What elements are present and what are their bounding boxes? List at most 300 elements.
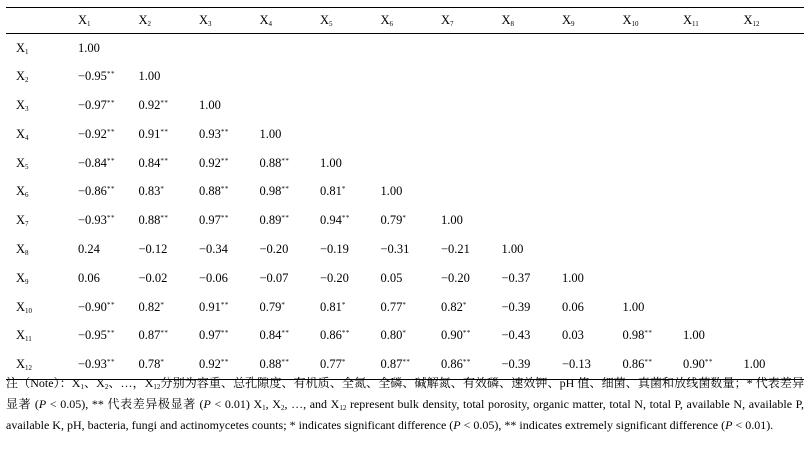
row-label-main: X <box>16 126 26 141</box>
table-cell <box>381 120 442 149</box>
note-text: …，X <box>120 376 154 390</box>
table-cell <box>381 321 442 350</box>
table-cell <box>381 235 442 264</box>
significance-mark: * <box>281 300 286 309</box>
table-cell <box>502 235 563 264</box>
cell-value: 0.79 <box>380 213 403 228</box>
table-cell <box>320 321 381 350</box>
significance-mark: ** <box>106 185 115 194</box>
significance-mark: * <box>341 357 346 366</box>
significance-mark: ** <box>220 185 229 194</box>
cell-value: −0.84 <box>78 155 107 170</box>
significance-mark: * <box>341 300 346 309</box>
row-label-subscript: 3 <box>25 104 29 113</box>
cell-value: 1.00 <box>683 328 705 343</box>
table-cell <box>623 91 684 120</box>
significance-mark: ** <box>281 329 290 338</box>
table-cell <box>260 120 321 149</box>
cell-value: −0.86 <box>78 184 107 199</box>
cell-value: 0.89 <box>259 213 282 228</box>
table-cell <box>683 293 744 322</box>
table-cell <box>320 62 381 91</box>
row-label-main: X <box>16 328 26 343</box>
significance-mark: ** <box>281 214 290 223</box>
table-cell <box>562 120 623 149</box>
table-cell <box>441 149 502 178</box>
row-label <box>6 149 78 178</box>
table-cell <box>320 177 381 206</box>
significance-mark: ** <box>281 185 290 194</box>
row-label-main: X <box>16 270 26 285</box>
table-cell <box>139 91 200 120</box>
note-text: 、 <box>108 376 121 390</box>
row-label-subscript: 2 <box>25 76 29 85</box>
cell-value: 1.00 <box>138 69 161 84</box>
table-cell <box>78 91 139 120</box>
table-cell <box>441 34 502 63</box>
cell-value: −0.90 <box>78 299 107 314</box>
cell-value: 0.98 <box>259 184 282 199</box>
table-cell <box>683 235 744 264</box>
column-header-subscript: 9 <box>571 20 575 28</box>
row-label-subscript: 8 <box>25 248 29 257</box>
row-label <box>6 321 78 350</box>
column-header <box>78 8 139 34</box>
table-cell <box>139 293 200 322</box>
table-cell <box>623 62 684 91</box>
table-cell <box>78 264 139 293</box>
table-cell <box>562 206 623 235</box>
column-header <box>502 8 563 34</box>
table-cell <box>381 206 442 235</box>
table-cell <box>260 321 321 350</box>
column-header-subscript: 12 <box>752 20 760 28</box>
row-label-main: X <box>16 40 26 55</box>
cell-value: 0.98 <box>622 328 645 343</box>
significance-mark: ** <box>402 357 411 366</box>
column-header-subscript: 4 <box>268 20 273 28</box>
note-text: < 0.05), ** 代表差异极显著 ( <box>49 397 204 411</box>
column-header-subscript: 8 <box>510 20 515 28</box>
significance-mark: ** <box>341 329 350 338</box>
row-label-subscript: 10 <box>25 306 33 315</box>
cell-value: −0.93 <box>78 356 107 371</box>
cell-value: 0.79 <box>259 299 282 314</box>
column-header-main: X <box>743 13 753 27</box>
row-label-main: X <box>16 69 26 84</box>
table-cell <box>441 264 502 293</box>
table-cell <box>562 177 623 206</box>
table-cell <box>260 91 321 120</box>
table-cell <box>381 34 442 63</box>
table-cell <box>623 177 684 206</box>
cell-value: −0.92 <box>78 126 107 141</box>
table-cell <box>260 62 321 91</box>
note-text: < 0.01). <box>732 418 774 432</box>
cell-value: 1.00 <box>320 155 342 170</box>
cell-value: 0.87 <box>138 328 161 343</box>
column-header <box>623 8 684 34</box>
table-cell <box>441 321 502 350</box>
significance-mark: * <box>341 185 346 194</box>
table-cell <box>744 34 805 63</box>
cell-value: 1.00 <box>259 126 282 141</box>
significance-mark: ** <box>281 156 290 165</box>
table-cell <box>744 235 805 264</box>
table-cell <box>683 149 744 178</box>
row-label-main: X <box>16 184 26 199</box>
table-row <box>6 149 804 178</box>
table-cell <box>623 206 684 235</box>
table-cell <box>381 149 442 178</box>
row-label-subscript: 12 <box>25 363 33 372</box>
table-cell <box>683 91 744 120</box>
table-cell <box>139 149 200 178</box>
note-subscript: 1 <box>80 383 84 391</box>
cell-value: 1.00 <box>622 299 645 314</box>
cell-value: −0.93 <box>78 213 107 228</box>
cell-value: 0.90 <box>441 328 463 343</box>
cell-value: −0.97 <box>78 97 107 112</box>
row-label <box>6 293 78 322</box>
cell-value: 0.86 <box>622 356 645 371</box>
note-p-symbol: P <box>38 397 47 411</box>
cell-value: 0.77 <box>320 356 342 371</box>
row-label-main: X <box>16 155 26 170</box>
table-cell <box>562 235 623 264</box>
column-header-subscript: 3 <box>208 20 212 28</box>
table-row <box>6 293 804 322</box>
column-header-subscript: 2 <box>147 20 152 28</box>
table-cell <box>502 293 563 322</box>
cell-value: 0.77 <box>380 299 403 314</box>
cell-value: 0.80 <box>380 328 403 343</box>
significance-mark: * <box>160 300 165 309</box>
table-cell <box>78 120 139 149</box>
significance-mark: ** <box>644 329 653 338</box>
table-cell <box>744 149 805 178</box>
column-header <box>320 8 381 34</box>
table-cell <box>562 34 623 63</box>
significance-mark: * <box>160 185 165 194</box>
cell-value: −0.20 <box>259 241 289 256</box>
table-row <box>6 206 804 235</box>
table-cell <box>320 206 381 235</box>
table-cell <box>683 264 744 293</box>
cell-value: 0.81 <box>320 184 342 199</box>
cell-value: −0.39 <box>501 299 531 314</box>
significance-mark: ** <box>106 70 115 79</box>
table-row <box>6 177 804 206</box>
cell-value: 1.00 <box>380 184 403 199</box>
correlation-table <box>6 7 804 380</box>
table-cell <box>562 321 623 350</box>
table-cell <box>260 293 321 322</box>
significance-mark: ** <box>281 357 290 366</box>
column-header-main: X <box>441 13 451 27</box>
cell-value: 0.92 <box>199 155 221 170</box>
cell-value: 0.90 <box>683 356 705 371</box>
table-cell <box>78 34 139 63</box>
significance-mark: * <box>462 300 467 309</box>
cell-value: 0.06 <box>78 270 100 285</box>
table-cell <box>683 206 744 235</box>
table-header-row <box>6 8 804 34</box>
table-cell <box>320 264 381 293</box>
table-cell <box>683 120 744 149</box>
significance-mark: ** <box>220 329 229 338</box>
significance-mark: ** <box>220 127 229 136</box>
table-cell <box>199 235 260 264</box>
cell-value: 0.97 <box>199 328 221 343</box>
table-cell <box>381 293 442 322</box>
table-cell <box>683 177 744 206</box>
row-label-subscript: 9 <box>25 277 29 286</box>
table-row <box>6 120 804 149</box>
significance-mark: ** <box>220 357 229 366</box>
significance-mark: * <box>402 300 407 309</box>
cell-value: 1.00 <box>562 270 584 285</box>
table-cell <box>78 206 139 235</box>
row-label-subscript: 7 <box>25 220 29 229</box>
cell-value: −0.37 <box>501 270 531 285</box>
table-cell <box>381 62 442 91</box>
table-cell <box>744 62 805 91</box>
cell-value: 0.92 <box>199 356 221 371</box>
row-label-subscript: 6 <box>25 191 29 200</box>
significance-mark: ** <box>160 329 169 338</box>
column-header-main: X <box>138 13 148 27</box>
cell-value: −0.07 <box>259 270 289 285</box>
table-cell <box>381 91 442 120</box>
table-row <box>6 34 804 63</box>
significance-mark: ** <box>341 214 350 223</box>
table-cell <box>139 62 200 91</box>
table-cell <box>562 91 623 120</box>
table-cell <box>744 120 805 149</box>
row-label-subscript: 1 <box>25 47 29 56</box>
column-header <box>441 8 502 34</box>
table-cell <box>199 91 260 120</box>
table-cell <box>441 91 502 120</box>
column-header-main: X <box>199 13 209 27</box>
table-cell <box>502 264 563 293</box>
row-label <box>6 62 78 91</box>
table-cell <box>260 34 321 63</box>
row-label-main: X <box>16 356 26 371</box>
table-cell <box>260 177 321 206</box>
table-cell <box>744 321 805 350</box>
table-cell <box>744 206 805 235</box>
table-row <box>6 91 804 120</box>
table-cell <box>623 264 684 293</box>
cell-value: 0.93 <box>199 126 221 141</box>
significance-mark: ** <box>704 357 713 366</box>
significance-mark: ** <box>160 214 169 223</box>
cell-value: −0.39 <box>501 356 531 371</box>
row-label-subscript: 4 <box>25 133 29 142</box>
table-cell <box>683 34 744 63</box>
cell-value: −0.19 <box>320 241 349 256</box>
significance-mark: ** <box>462 329 471 338</box>
row-label <box>6 264 78 293</box>
column-header <box>260 8 321 34</box>
note-text: < 0.01) X <box>214 397 263 411</box>
significance-mark: ** <box>220 214 229 223</box>
column-header-subscript: 1 <box>87 20 91 28</box>
cell-value: 0.06 <box>562 299 584 314</box>
table-cell <box>623 34 684 63</box>
cell-value: 0.24 <box>78 241 100 256</box>
cell-value: 0.82 <box>441 299 463 314</box>
table-note: 注（Note）：X1、X2、…，X12分别为容重、总孔隙度、有机质、全氮、全磷、碱解氮、有效磷、速效钾、pH 值、细菌、真菌和放线菌数量；* 代表差异显著 (P < 0.05), ** 代表差异极显著 (P < 0.01) X1, X2, …, and X12 represent bulk density, total porosity, organic matter, total N, total P, available N, available P, available K, pH, bacteria, fungi and actinomycetes counts; * indicates significant difference (P < 0.05), ** indicates extremely significant difference (P < 0.01). <box>6 376 804 432</box>
cell-value: 0.03 <box>562 328 584 343</box>
cell-value: −0.06 <box>199 270 228 285</box>
row-label <box>6 177 78 206</box>
significance-mark: ** <box>106 300 115 309</box>
significance-mark: ** <box>106 214 115 223</box>
table-cell <box>562 264 623 293</box>
column-header-subscript: 10 <box>631 20 639 28</box>
table-cell <box>260 206 321 235</box>
row-label <box>6 235 78 264</box>
table-cell <box>744 264 805 293</box>
table-cell <box>199 264 260 293</box>
table-cell <box>320 34 381 63</box>
cell-value: 0.86 <box>320 328 342 343</box>
column-header-main: X <box>622 13 632 27</box>
table-cell <box>623 120 684 149</box>
cell-value: 0.88 <box>199 184 221 199</box>
note-subscript: 12 <box>339 404 347 412</box>
table-body <box>6 34 804 380</box>
cell-value: 0.87 <box>380 356 403 371</box>
table-cell <box>744 177 805 206</box>
cell-value: 0.82 <box>138 299 161 314</box>
table-cell <box>502 91 563 120</box>
significance-mark: ** <box>106 127 115 136</box>
cell-value: −0.31 <box>380 241 410 256</box>
note-text: , … <box>284 397 304 411</box>
cell-value: 0.88 <box>259 356 282 371</box>
cell-value: −0.02 <box>138 270 168 285</box>
row-label <box>6 206 78 235</box>
column-header <box>562 8 623 34</box>
note-text: < 0.05), ** indicates extremely significant difference ( <box>460 418 726 432</box>
significance-mark: ** <box>160 127 169 136</box>
table-corner-cell <box>6 8 78 34</box>
table-cell <box>562 293 623 322</box>
cell-value: 0.86 <box>441 356 463 371</box>
table-cell <box>199 34 260 63</box>
note-text: , and X <box>303 397 340 411</box>
row-label-subscript: 5 <box>25 162 29 171</box>
significance-mark: * <box>160 357 165 366</box>
table-cell <box>199 149 260 178</box>
table-cell <box>260 235 321 264</box>
column-header-main: X <box>562 13 572 27</box>
table-cell <box>199 293 260 322</box>
table-cell <box>139 177 200 206</box>
table-cell <box>502 120 563 149</box>
column-header <box>683 8 744 34</box>
table-cell <box>562 149 623 178</box>
note-text: , X <box>265 397 281 411</box>
table-cell <box>139 321 200 350</box>
significance-mark: ** <box>106 329 115 338</box>
column-header-subscript: 6 <box>389 20 394 28</box>
table-cell <box>441 293 502 322</box>
table-row <box>6 235 804 264</box>
cell-value: 0.97 <box>199 213 221 228</box>
cell-value: 0.84 <box>259 328 282 343</box>
column-header-main: X <box>380 13 390 27</box>
table-cell <box>441 62 502 91</box>
table-cell <box>78 321 139 350</box>
table-cell <box>502 177 563 206</box>
table-cell <box>623 235 684 264</box>
column-header-subscript: 11 <box>692 20 699 28</box>
column-header-main: X <box>501 13 511 27</box>
significance-mark: * <box>402 214 407 223</box>
table-cell <box>320 149 381 178</box>
cell-value: 0.91 <box>138 126 161 141</box>
table-cell <box>502 34 563 63</box>
table-cell <box>320 235 381 264</box>
cell-value: 1.00 <box>743 356 766 371</box>
table-cell <box>441 235 502 264</box>
significance-mark: ** <box>106 156 115 165</box>
row-label-main: X <box>16 213 26 228</box>
table-cell <box>139 34 200 63</box>
note-p-symbol: P <box>453 418 461 432</box>
cell-value: 1.00 <box>441 213 463 228</box>
cell-value: −0.34 <box>199 241 228 256</box>
table-cell <box>623 293 684 322</box>
cell-value: 0.78 <box>138 356 161 371</box>
table-cell <box>502 149 563 178</box>
table-row <box>6 264 804 293</box>
note-p-symbol: P <box>203 397 211 411</box>
table-cell <box>683 62 744 91</box>
table-row <box>6 321 804 350</box>
cell-value: −0.21 <box>441 241 470 256</box>
column-header-main: X <box>78 13 88 27</box>
column-header <box>139 8 200 34</box>
column-header-subscript: 7 <box>450 20 454 28</box>
note-text: represent bulk density, total porosity, organic matter, total N, total P, available N, available P, available K, pH, bacteria, fungi and actinomycetes counts; * indicates significant difference ( <box>6 397 804 432</box>
table-cell <box>381 177 442 206</box>
note-subscript: 2 <box>280 404 285 412</box>
note-subscript: 12 <box>153 383 161 391</box>
table-cell <box>139 206 200 235</box>
cell-value: 1.00 <box>199 97 221 112</box>
cell-value: 0.88 <box>259 155 282 170</box>
table-cell <box>623 149 684 178</box>
cell-value: −0.20 <box>320 270 349 285</box>
table-cell <box>320 293 381 322</box>
table-cell <box>441 206 502 235</box>
cell-value: −0.12 <box>138 241 168 256</box>
column-header <box>744 8 805 34</box>
significance-mark: ** <box>644 357 653 366</box>
table-cell <box>320 91 381 120</box>
table-cell <box>502 62 563 91</box>
cell-value: 0.05 <box>380 270 403 285</box>
cell-value: −0.43 <box>501 328 531 343</box>
table-cell <box>744 293 805 322</box>
table-cell <box>683 321 744 350</box>
